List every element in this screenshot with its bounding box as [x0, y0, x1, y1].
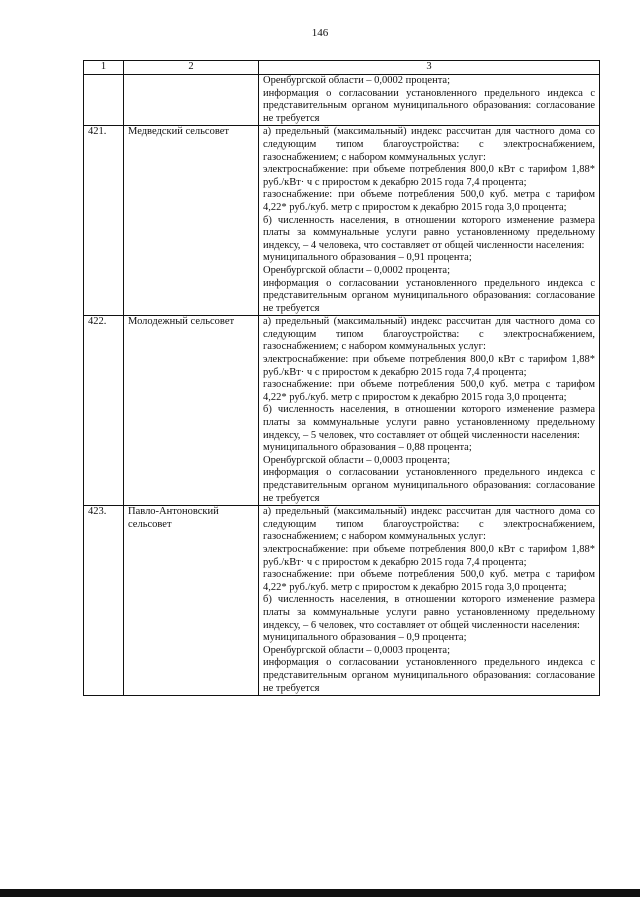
content-line: информация о согласовании установленного предельного индекса с представительным органом муниципального образования: согласование не требуется	[263, 277, 595, 314]
content-line: электроснабжение: при объеме потребления 800,0 кВт с тарифом 1,88* руб./кВт· ч с приростом к декабрю 2015 года 7,4 процента;	[263, 354, 595, 378]
continuation-name	[124, 75, 259, 126]
scan-edge-bar	[0, 889, 640, 897]
content-line: б) численность населения, в отношении которого изменение размера платы за коммунальные услуги равно установленному предельному индексу, – 6 человек, что составляет от общей численности населения:	[263, 594, 595, 631]
content-line: Оренбургской области – 0,0003 процента;	[263, 454, 450, 466]
municipality-name: Павло-Антоновский сельсовет	[124, 506, 259, 696]
header-col-2: 2	[124, 61, 259, 75]
content-line: муниципального образования – 0,9 процента;	[263, 632, 467, 644]
content-line: информация о согласовании установленного предельного индекса с представительным органом муниципального образования: согласование не требуется	[263, 657, 595, 694]
content-line: информация о согласовании установленного предельного индекса с представительным органом муниципального образования: согласование не требуется	[263, 87, 595, 124]
content-line: муниципального образования – 0,88 процента;	[263, 442, 472, 454]
table-row	[84, 126, 600, 316]
content-line: электроснабжение: при объеме потребления 800,0 кВт с тарифом 1,88* руб./кВт· ч с приростом к декабрю 2015 года 7,4 процента;	[263, 164, 595, 188]
continuation-content	[259, 75, 600, 126]
content-line: б) численность населения, в отношении которого изменение размера платы за коммунальные услуги равно установленному предельному индексу, – 4 человека, что составляет от общей численности населения:	[263, 214, 595, 251]
continuation-num	[84, 75, 124, 126]
content-line: а) предельный (максимальный) индекс рассчитан для частного дома со следующим типом благоустройства: с электроснабжением, газоснабжением; с набором коммунальных услуг:	[263, 126, 595, 163]
content-line: Оренбургской области – 0,0002 процента;	[263, 264, 450, 276]
row-content	[259, 506, 600, 696]
content-line: Оренбургской области – 0,0002 процента;	[263, 75, 450, 86]
row-content	[259, 316, 600, 506]
municipality-name: Молодежный сельсовет	[124, 316, 259, 506]
content-line: информация о согласовании установленного предельного индекса с представительным органом муниципального образования: согласование не требуется	[263, 467, 595, 504]
document-table	[83, 60, 600, 696]
row-number: 423.	[84, 506, 124, 696]
content-line: Оренбургской области – 0,0003 процента;	[263, 644, 450, 656]
table-row	[84, 506, 600, 696]
content-line: а) предельный (максимальный) индекс рассчитан для частного дома со следующим типом благоустройства: с электроснабжением, газоснабжением; с набором коммунальных услуг:	[263, 506, 595, 543]
table-row	[84, 316, 600, 506]
row-number: 421.	[84, 126, 124, 316]
content-line: электроснабжение: при объеме потребления 800,0 кВт с тарифом 1,88* руб./кВт· ч с приростом к декабрю 2015 года 7,4 процента;	[263, 543, 595, 568]
row-number: 422.	[84, 316, 124, 506]
header-col-1: 1	[84, 61, 124, 75]
row-content	[259, 126, 600, 316]
content-line: газоснабжение: при объеме потребления 500,0 куб. метра с тарифом 4,22* руб./куб. метр с приростом к декабрю 2015 года 3,0 процента;	[263, 379, 595, 403]
page-number: 146	[311, 27, 329, 39]
header-row	[84, 61, 600, 75]
content-line: муниципального образования – 0,91 процента;	[263, 252, 472, 264]
content-line: газоснабжение: при объеме потребления 500,0 куб. метра с тарифом 4,22* руб./куб. метр с приростом к декабрю 2015 года 3,0 процента;	[263, 189, 595, 213]
content-line: а) предельный (максимальный) индекс рассчитан для частного дома со следующим типом благоустройства: с электроснабжением, газоснабжением; с набором коммунальных услуг:	[263, 316, 595, 353]
municipality-name: Медведский сельсовет	[124, 126, 259, 316]
content-line: газоснабжение: при объеме потребления 500,0 куб. метра с тарифом 4,22* руб./куб. метр с приростом к декабрю 2015 года 3,0 процента;	[263, 569, 595, 593]
continuation-row	[84, 75, 600, 126]
header-col-3: 3	[259, 61, 600, 75]
content-line: б) численность населения, в отношении которого изменение размера платы за коммунальные услуги равно установленному предельному индексу, – 5 человек, что составляет от общей численности населения:	[263, 404, 595, 441]
